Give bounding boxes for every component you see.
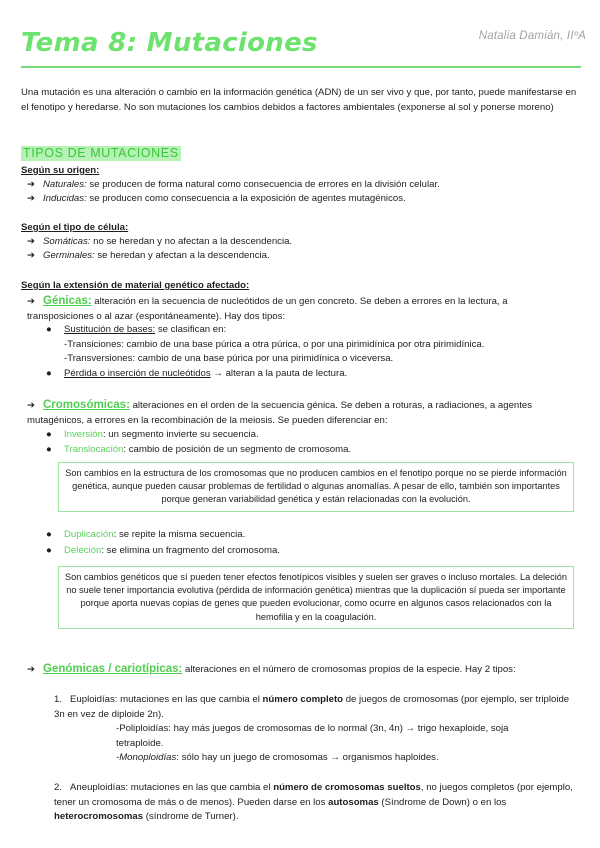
origin-item-naturales: ➔ Naturales: se producen de forma natural como consecuencia de errores en la división celular. xyxy=(27,178,587,193)
cromosomicas-paragraph: ➔ Cromosómicas: alteraciones en el orden de la secuencia génica. Se deben a roturas, a radiaciones, a agentes mutagénicos, a errores en la recombinación de la meiosis. Se pueden diferenciar en: xyxy=(27,399,533,426)
translocacion-item: ● Translocación: cambio de posición de un segmento de cromosoma. xyxy=(46,443,566,458)
bullet-icon: ● xyxy=(46,444,52,455)
cell-heading: Según el tipo de célula: xyxy=(21,222,129,233)
perdida-item: ● Pérdida o inserción de nucleótidos → alteran a la pauta de lectura. xyxy=(46,367,566,382)
page-title: Tema 8: Mutaciones xyxy=(21,28,318,58)
monoploidias-line: -Monoploidías: sólo hay un juego de cromosomas → organismos haploides. xyxy=(116,752,439,763)
genomicas-paragraph: ➔ Genómicas / cariotípicas: alteraciones en el número de cromosomas propios de la especie. Hay 2 tipos: xyxy=(27,662,575,678)
duplicacion-item: ● Duplicación: se repite la misma secuencia. xyxy=(46,528,566,543)
genicas-paragraph: ➔ Génicas: alteración en la secuencia de nucleótidos de un gen concreto. Se deben a errores en la lectura, a transposiciones o al azar (espontáneamente). Hay dos tipos: xyxy=(27,295,508,322)
extent-heading: Según la extensión de material genético afectado: xyxy=(21,280,250,291)
cell-item-somaticas: ➔ Somáticas: no se heredan y no afectan a la descendencia. xyxy=(27,235,587,250)
arrow-icon: ➔ xyxy=(27,236,36,247)
arrow-icon: ➔ xyxy=(27,664,36,675)
title-area xyxy=(21,28,581,58)
intro-paragraph: Una mutación es una alteración o cambio en la información genética (ADN) de un ser vivo y que, por tanto, puede manifestarse en el fenotipo y heredarse. No son mutaciones los cambios debidos a factores ambientales (exponerse al sol y ponerse moreno) xyxy=(21,87,577,113)
section-heading: TIPOS DE MUTACIONES xyxy=(23,146,179,160)
bullet-icon: ● xyxy=(46,324,52,335)
arrow-icon: ➔ xyxy=(27,400,36,411)
bullet-icon: ● xyxy=(46,545,52,556)
transversiones-line: -Transversiones: cambio de una base púrica por una pirimidínica o viceversa. xyxy=(64,353,394,364)
sustitucion-item: ● Sustitución de bases: se clasifican en: xyxy=(46,323,566,338)
arrow-icon: ➔ xyxy=(27,296,36,307)
arrow-icon: ➔ xyxy=(27,193,36,204)
inversion-item: ● Inversión: un segmento invierte su secuencia. xyxy=(46,428,566,443)
transiciones-line: -Transiciones: cambio de una base púrica a otra púrica, o por una pirimidínica por otra pirimidínica. xyxy=(64,339,485,350)
arrow-icon: ➔ xyxy=(27,250,36,261)
delecion-item: ● Deleción: se elimina un fragmento del cromosoma. xyxy=(46,544,566,559)
note-box-effects: Son cambios genéticos que sí pueden tener efectos fenotípicos visibles y suelen ser graves o incluso mortales. La deleción no suele tener importancia evolutiva (pérdida de información genética) mientras que la duplicación sí pueda ser importante porque aporta nuevas copias de genes que pueden evolucionar, como ocurre en algunos casos relacionados con la hemofilia y en la coagulación. xyxy=(58,566,574,629)
poliploidias-line: -Poliploidías: hay más juegos de cromosomas de lo normal (3n, 4n) → trigo hexaploide, soja tetraploide. xyxy=(116,723,509,749)
origin-item-inducidas: ➔ Inducidas: se producen como consecuencia a la exposición de agentes mutagénicos. xyxy=(27,192,587,207)
aneuploidias-item: 2. Aneuploidías: mutaciones en las que cambia el número de cromosomas sueltos, no juegos completos (por ejemplo, tener un cromosoma de más o de menos). Pueden darse en los autosomas (Síndrome de Down) o en los heterocromosomas (síndrome de Turner). xyxy=(54,782,573,822)
title-underline xyxy=(21,66,581,68)
origin-heading: Según su origen: xyxy=(21,165,100,176)
cell-item-germinales: ➔ Germinales: se heredan y afectan a la descendencia. xyxy=(27,249,587,264)
euploidias-item: 1. Euploidías: mutaciones en las que cambia el número completo de juegos de cromosomas (por ejemplo, ser triploide 3n en vez de diploide 2n). xyxy=(54,694,570,720)
bullet-icon: ● xyxy=(46,529,52,540)
author-name: Natalia Damián, IIºA xyxy=(478,30,586,42)
bullet-icon: ● xyxy=(46,368,52,379)
arrow-icon: ➔ xyxy=(27,179,36,190)
bullet-icon: ● xyxy=(46,429,52,440)
note-box-structure: Son cambios en la estructura de los cromosomas que no producen cambios en el fenotipo porque no se pierde información genética, aunque pueden causar problemas de fertilidad o algunas anomalías. A pesar de ello, también son importantes porque generan variabilidad genética y están relacionadas con la evolución. xyxy=(58,462,574,512)
